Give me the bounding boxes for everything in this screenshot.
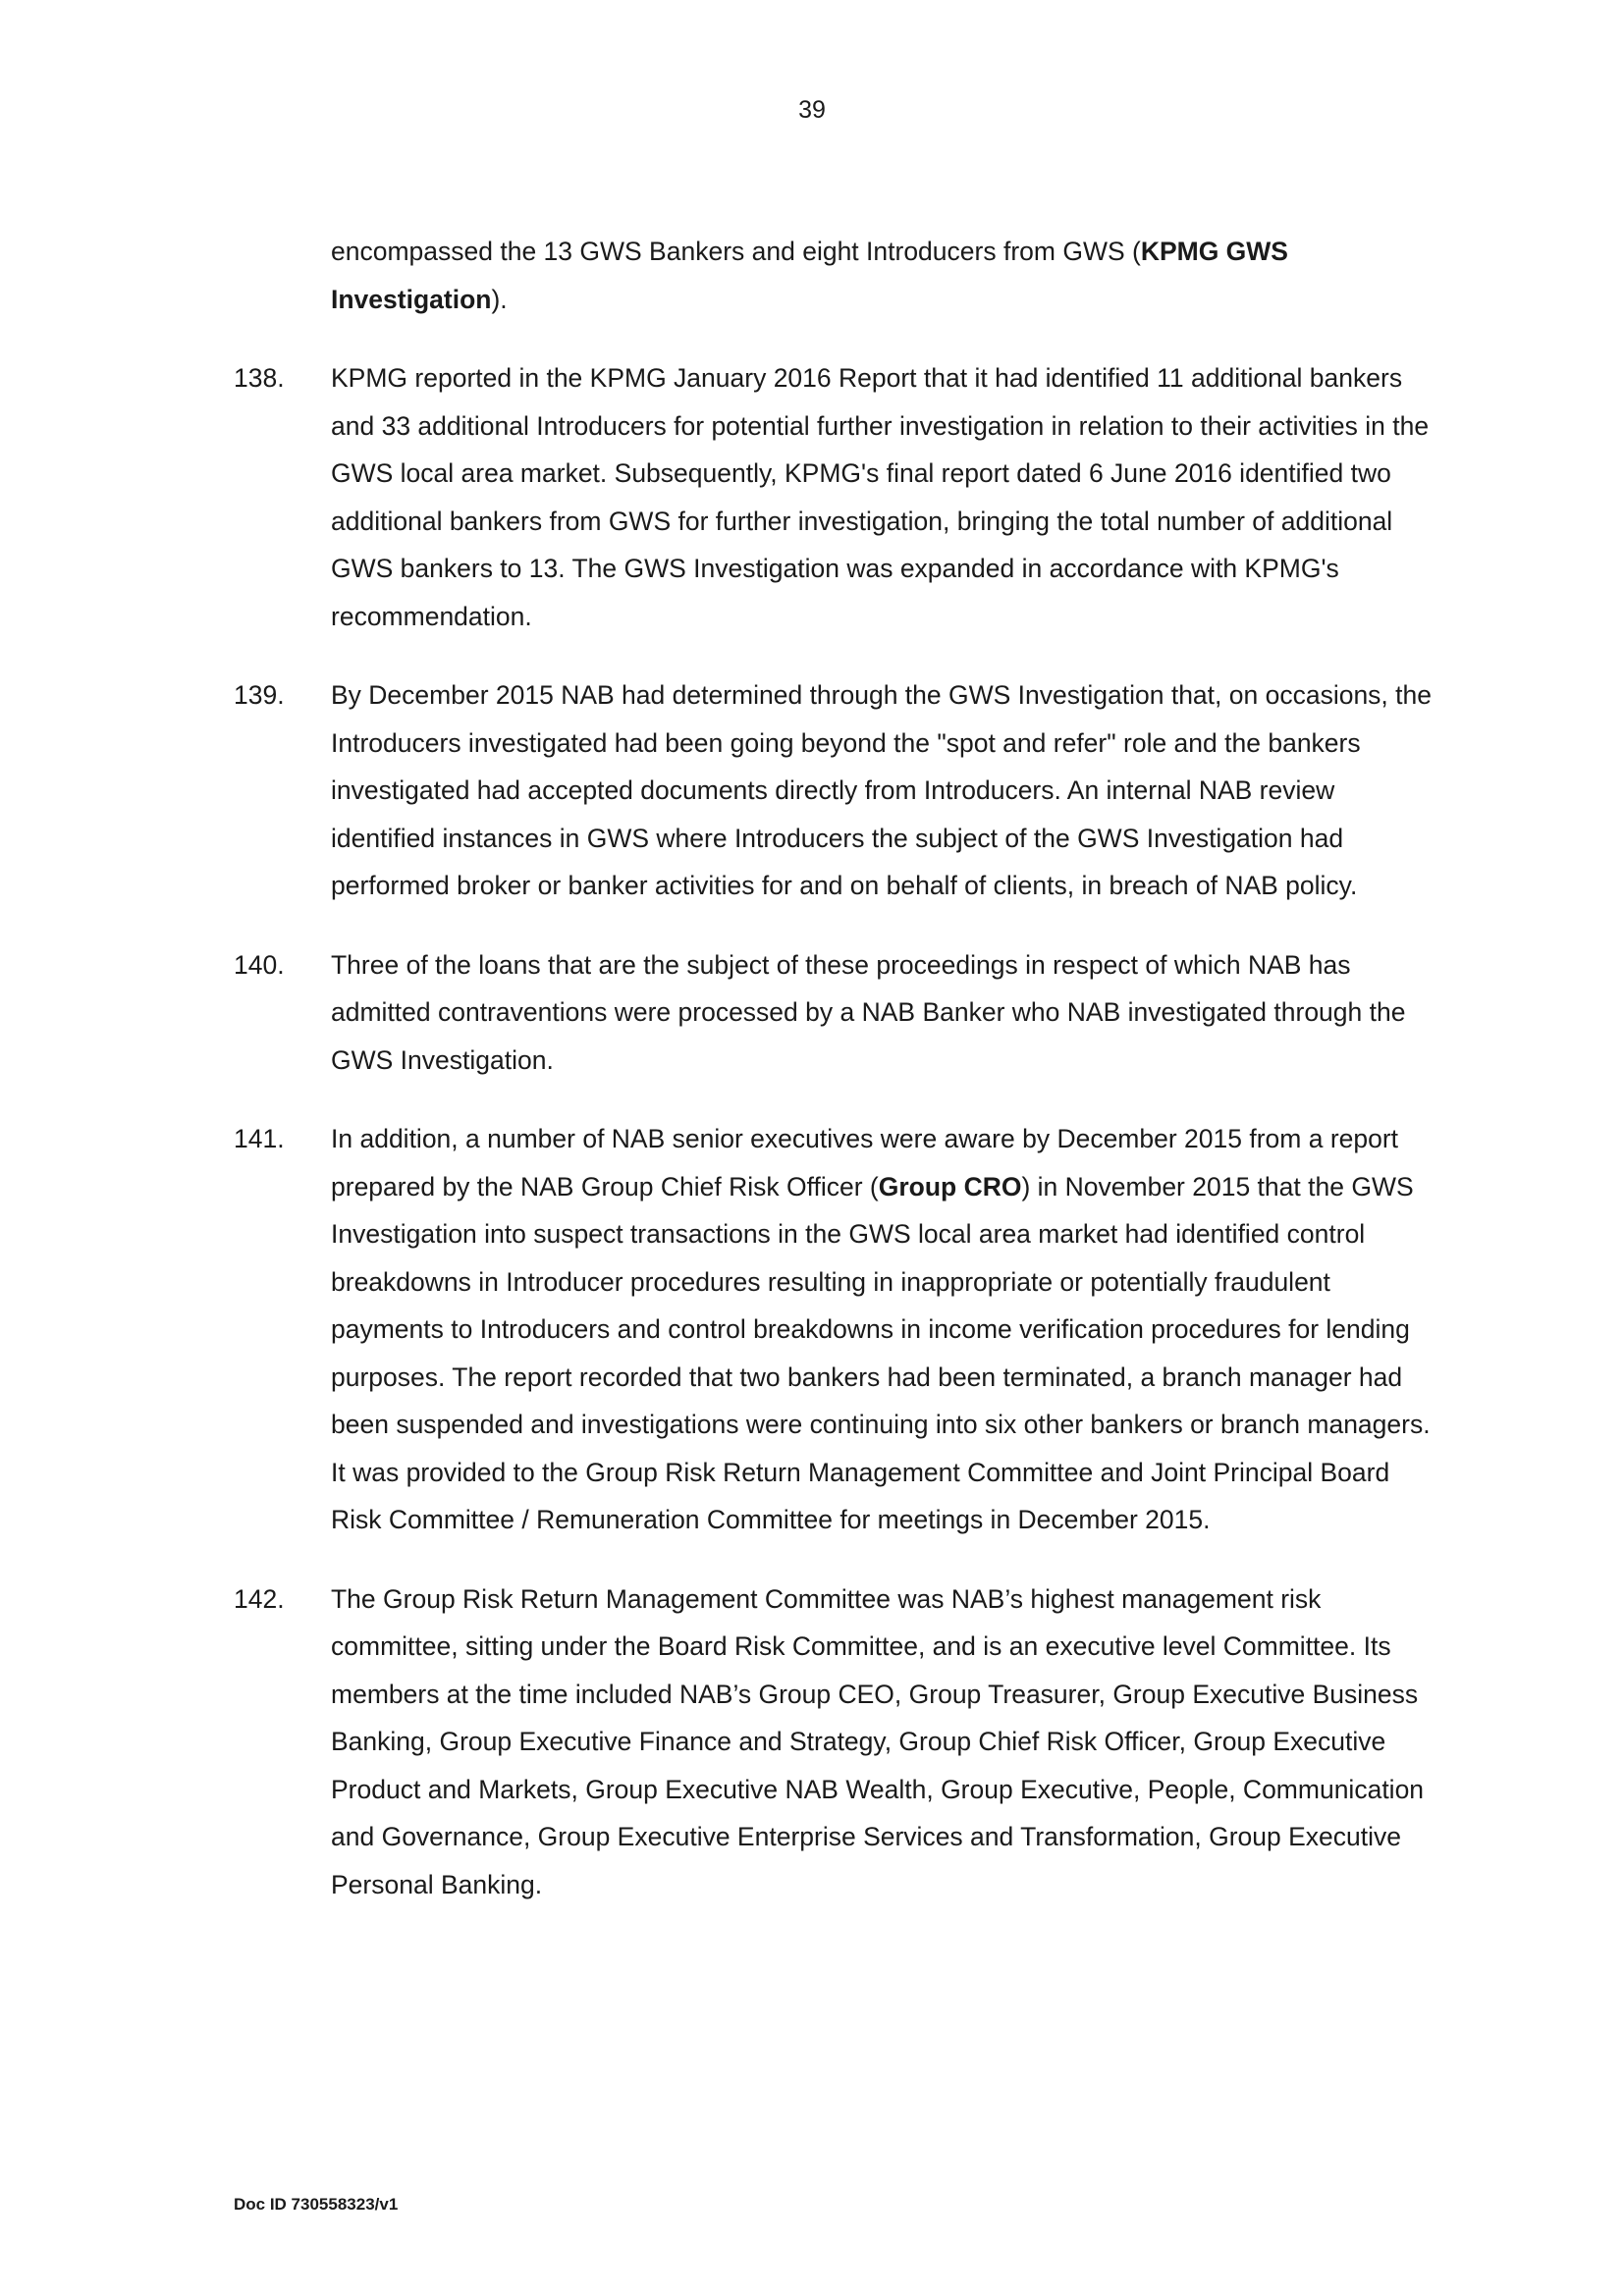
paragraph-number: 140. — [234, 949, 285, 980]
paragraph-text: The Group Risk Return Management Committee was NAB’s highest management risk committee, sitting under the Board Risk Committee, and is an executive level Committee. Its members at the time included NAB’s Group CEO, Group Treasurer, Group Executive Business Banking, Group Executive Finance and Strategy, Group Chief Risk Officer, Group Executive Product and Markets, Group Executive NAB Wealth, Group Executive, People, Communication and Governance, Group Executive Enterprise Services and Transformation, Group Executive Personal Banking. — [331, 1583, 1425, 1899]
paragraph-139 — [234, 671, 1432, 910]
paragraph-138 — [234, 354, 1432, 640]
paragraph-number: 141. — [234, 1124, 285, 1153]
continuation-text-pre: encompassed the 13 GWS Bankers and eight Introducers from GWS ( — [331, 237, 1141, 266]
defined-term-kpmg-gws-investigation: KPMG GWS Investigation — [331, 237, 1288, 314]
paragraph-text: By December 2015 NAB had determined through the GWS Investigation that, on occasions, the Introducers investigated had been going beyond the "spot and refer" role and the bankers investigated had accepted documents directly from Introducers. An internal NAB review identified instances in GWS where Introducers the subject of the GWS Investigation had performed broker or banker activities for and on behalf of clients, in breach of NAB policy. — [331, 680, 1432, 900]
paragraph-142 — [234, 1575, 1432, 1909]
paragraph-text — [331, 1115, 1432, 1544]
paragraph-number: 139. — [234, 680, 285, 710]
page-number: 39 — [798, 96, 826, 124]
paragraph-text: Three of the loans that are the subject of these proceedings in respect of which NAB has admitted contraventions were processed by a NAB Banker who NAB investigated through the GWS Investigation. — [331, 949, 1406, 1075]
defined-term-group-cro: Group CRO — [878, 1171, 1022, 1201]
paragraph-140 — [234, 941, 1432, 1085]
continuation-paragraph — [331, 228, 1432, 323]
footer-doc-id: Doc ID 730558323/v1 — [234, 2195, 399, 2214]
continuation-text-post: ). — [491, 284, 508, 314]
paragraph-text: KPMG reported in the KPMG January 2016 Report that it had identified 11 additional bankers and 33 additional Introducers for potential further investigation in relation to their activities in the GWS local area market. Subsequently, KPMG's final report dated 6 June 2016 identified two additional bankers from GWS for further investigation, bringing the total number of additional GWS bankers to 13. The GWS Investigation was expanded in accordance with KPMG's recommendation. — [331, 363, 1430, 631]
paragraph-141 — [234, 1115, 1432, 1544]
paragraph-number: 142. — [234, 1583, 285, 1614]
paragraph-number: 138. — [234, 363, 285, 393]
paragraph-text-pre: In addition, a number of NAB senior executives were aware by December 2015 from a report prepared by the NAB Group Chief Risk Officer ( — [331, 1124, 1399, 1201]
paragraph-text-post: ) in November 2015 that the GWS Investigation into suspect transactions in the GWS local area market had identified control breakdowns in Introducer procedures resulting in inappropriate or potentially fraudulent payments to Introducers and control breakdowns in income verification procedures for lending purposes. The report recorded that two bankers had been terminated, a branch manager had been suspended and investigations were continuing into six other bankers or branch managers. It was provided to the Group Risk Return Management Committee and Joint Principal Board Risk Committee / Remuneration Committee for meetings in December 2015. — [331, 1171, 1431, 1534]
document-body — [234, 228, 1432, 1940]
